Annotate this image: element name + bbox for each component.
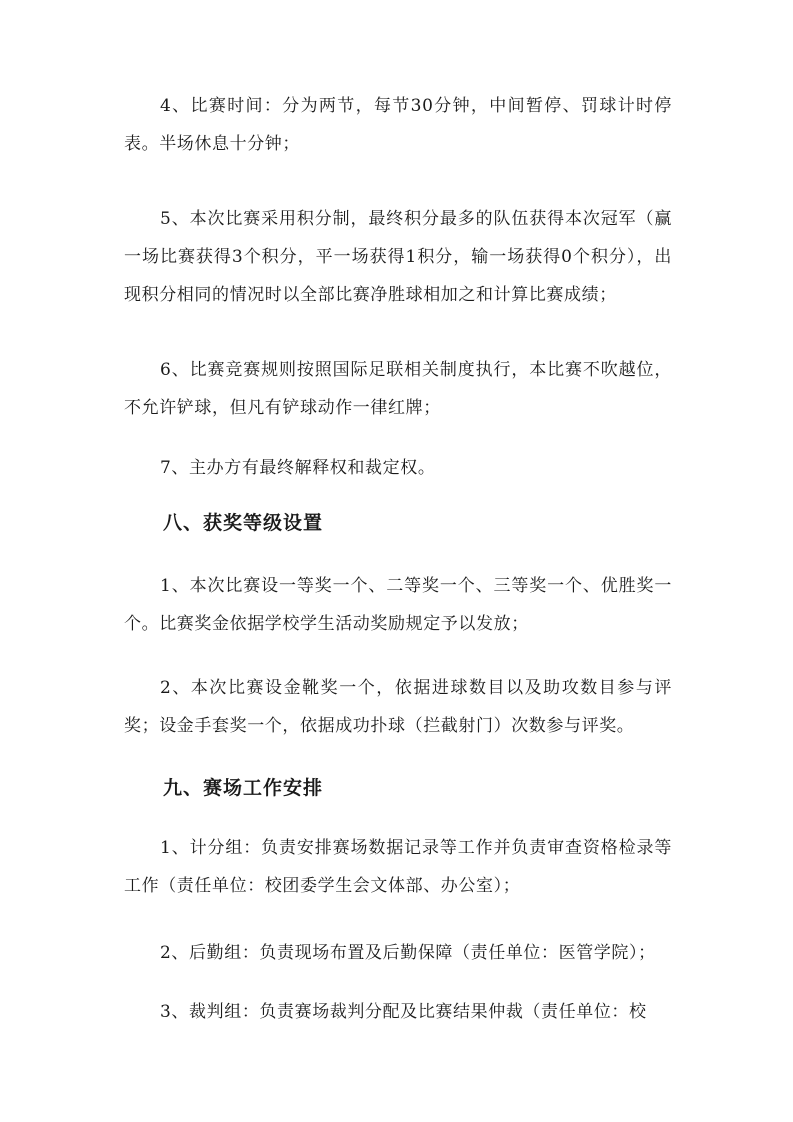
paragraph-rule-4: 4、比赛时间：分为两节，每节30分钟，中间暂停、罚球计时停表。半场休息十分钟；	[124, 96, 672, 154]
paragraph-rule-5: 5、本次比赛采用积分制，最终积分最多的队伍获得本次冠军（赢一场比赛获得3个积分，平一场获得1积分，输一场获得0个积分），出现积分相同的情况时以全部比赛净胜球相加之和计算比赛成绩；	[124, 209, 672, 305]
paragraph-awards-2: 2、本次比赛设金靴奖一个，依据进球数目以及助攻数目参与评奖；设金手套奖一个，依据成功扑球（拦截射门）次数参与评奖。	[124, 678, 672, 736]
paragraph-awards-1: 1、本次比赛设一等奖一个、二等奖一个、三等奖一个、优胜奖一个。比赛奖金依据学校学生活动奖励规定予以发放；	[124, 576, 672, 634]
paragraph-work-2: 2、后勤组：负责现场布置及后勤保障（责任单位：医管学院）；	[160, 943, 656, 963]
paragraph-work-1: 1、计分组：负责安排赛场数据记录等工作并负责审查资格检录等工作（责任单位：校团委学生会文体部、办公室）；	[124, 838, 672, 896]
section-heading-awards: 八、获奖等级设置	[163, 512, 324, 534]
paragraph-rule-6: 6、比赛竞赛规则按照国际足联相关制度执行，本比赛不吹越位，不允许铲球，但凡有铲球动作一律红牌；	[124, 360, 672, 418]
paragraph-rule-7: 7、主办方有最终解释权和裁定权。	[160, 458, 436, 478]
paragraph-work-3: 3、裁判组：负责赛场裁判分配及比赛结果仲裁（责任单位：校	[160, 1002, 647, 1022]
section-heading-work-arrangement: 九、赛场工作安排	[163, 777, 324, 799]
